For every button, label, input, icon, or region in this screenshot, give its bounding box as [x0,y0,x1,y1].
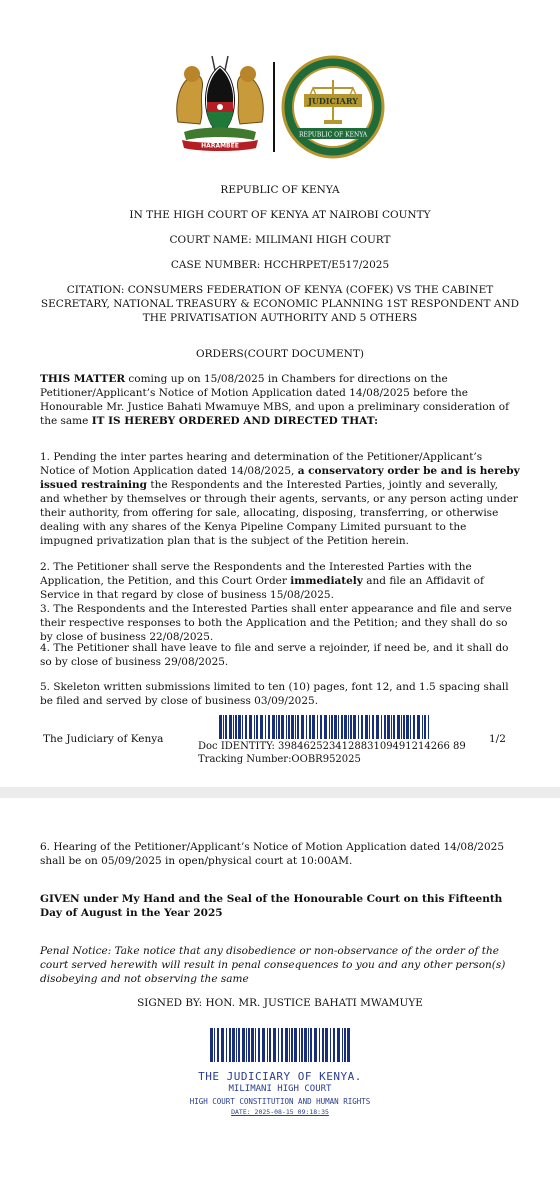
barcode-bar [319,1028,320,1062]
barcode-bar [422,715,423,739]
barcode-bar [291,1028,293,1062]
barcode-bar [288,715,290,739]
barcode-bar [320,715,322,739]
barcode-bar [342,1028,343,1062]
barcode-bar [246,1028,247,1062]
order-1 [40,450,520,548]
barcode-bar [297,715,299,739]
barcode-bar [281,715,284,739]
barcode-bar [226,1028,227,1062]
barcode-bar [236,1028,237,1062]
barcode-bar [417,715,420,739]
order-2-text-a: 2. The Petitioner shall serve the Respondents and the Interested Parties with the Application, the Petition, and this Court Order [40,561,472,587]
logo-divider [273,62,275,152]
barcode-bar [245,715,247,739]
coat-of-arms-icon [170,52,270,156]
order-3: 3. The Respondents and the Interested Parties shall enter appearance and file and serve their respective responses to both the Application and the Petition; and they shall do so by close of business 22/08/2025. [40,603,512,643]
barcode-bar [301,715,304,739]
barcode-bar [387,715,390,739]
given-under-hand: GIVEN under My Hand and the Seal of the Honourable Court on this Fifteenth Day of August in the Year 2025 [40,893,503,919]
barcode-bar [260,715,263,739]
barcode-bar [286,715,287,739]
order-6: 6. Hearing of the Petitioner/Applicant’s Notice of Motion Application dated 14/08/2025 shall be on 05/09/2025 in open/physical court at 10:00AM. [40,841,505,867]
barcode-bar [348,715,349,739]
barcode-bar [391,715,392,739]
barcode-bar [344,715,347,739]
barcode-bar [299,1028,300,1062]
barcode-bar [269,1028,271,1062]
barcode-bar [268,715,270,739]
stamp-line-1: THE JUDICIARY OF KENYA. [198,1070,362,1083]
barcode-bar [413,715,415,739]
header-emblems [0,52,560,162]
barcode-bar [337,1028,340,1062]
barcode-bar [229,1028,231,1062]
barcode-bar [338,715,339,739]
barcode-bar [406,715,409,739]
seal-bottom-label: REPUBLIC OF KENYA [298,131,368,139]
barcode-bar [265,715,266,739]
barcode-bar [306,715,307,739]
order-1-text-a: 1. Pending the inter partes hearing and determination of the Petitioner/Applicant’s Notice of Motion Application dated 14/08/2025, [40,451,483,477]
barcode-bar [376,715,379,739]
barcode-bar [254,715,255,739]
barcode-bar [278,1028,279,1062]
barcode-bar [361,715,363,739]
barcode-bar [401,715,402,739]
intro-lead: THIS MATTER [40,373,126,385]
republic-heading: REPUBLIC OF KENYA [220,184,340,196]
barcode-bar [235,715,237,739]
order-1-emphasis: a conservatory order be and is hereby issued restraining [40,465,520,491]
barcode-bar [276,715,277,739]
court-heading: IN THE HIGH COURT OF KENYA AT NAIROBI COUNTY [129,209,431,221]
signed-by: SIGNED BY: HON. MR. JUSTICE BAHATI MWAMUYE [137,997,423,1009]
penal-notice: Penal Notice: Take notice that any disobedience or non-observance of the order of the court served herewith will result in penal consequences to you and any other person(s) disobeying and not observing the same [40,945,506,985]
barcode-bar [281,1028,283,1062]
barcode-bar [225,715,227,739]
barcode-bar [317,715,318,739]
barcode-bar [232,1028,235,1062]
barcode-bar [248,1028,250,1062]
barcode-bar [353,715,356,739]
barcode-bar [273,1028,276,1062]
barcode-bar [393,715,395,739]
stamp-date: DATE: 2025-08-15 09:18:35 [231,1108,329,1116]
barcode-bar [262,1028,265,1062]
barcode-bar [330,1028,331,1062]
case-number: CASE NUMBER: HCCHRPET/E517/2025 [170,259,390,271]
case-citation: CITATION: CONSUMERS FEDERATION OF KENYA (COFEK) VS THE CABINET SECRETARY, NATIONAL TREASURY & ECONOMIC PLANNING 1ST RESPONDENT AND THE PRIVATISATION AUTHORITY AND 5 OTHERS [40,284,520,324]
barcode-bar [294,1028,297,1062]
barcode-bar [365,715,368,739]
barcode-bar [242,715,243,739]
barcode-bar [310,1028,312,1062]
barcode-bar [238,1028,240,1062]
barcode-bar [217,1028,219,1062]
barcode-bar [325,1028,328,1062]
barcode-bar [347,1028,350,1062]
barcode-bar [309,715,311,739]
barcode-bar [272,715,275,739]
barcode-icon [210,1028,350,1062]
barcode-bar [369,715,370,739]
barcode-bar [324,715,327,739]
order-2-emphasis: immediately [290,575,363,587]
page-number: 1/2 [489,733,506,745]
seal-top-label: JUDICIARY [308,96,358,106]
arms-motto: HARAMBEE [201,142,239,150]
barcode-icon [219,715,429,739]
barcode-bar [242,1028,245,1062]
barcode-bar [403,715,405,739]
barcode-bar [210,1028,213,1062]
barcode-bar [285,1028,288,1062]
barcode-bar [258,1028,260,1062]
page-separator [0,787,560,798]
barcode-bar [424,715,426,739]
barcode-bar [295,715,296,739]
footer-issuer: The Judiciary of Kenya [43,733,164,745]
judiciary-seal-icon [280,54,386,160]
barcode-bar [289,1028,290,1062]
barcode-bar [384,715,386,739]
barcode-bar [358,715,359,739]
barcode-bar [312,715,315,739]
stamp-line-3: HIGH COURT CONSTITUTION AND HUMAN RIGHTS [189,1097,371,1106]
barcode-bar [308,1028,309,1062]
barcode-bar [372,715,374,739]
barcode-bar [381,715,382,739]
document-type: ORDERS(COURT DOCUMENT) [196,348,364,360]
barcode-bar [214,1028,215,1062]
barcode-bar [229,715,232,739]
barcode-bar [221,1028,224,1062]
barcode-bar [350,715,352,739]
order-4: 4. The Petitioner shall have leave to file and serve a rejoinder, if need be, and it shall do so by close of business 29/08/2025. [40,642,509,668]
barcode-bar [301,1028,303,1062]
barcode-bar [334,715,337,739]
barcode-bar [344,1028,346,1062]
barcode-bar [291,715,294,739]
barcode-bar [219,715,222,739]
barcode-bar [314,1028,317,1062]
doc-identity: Doc IDENTITY: 398462523412883109491214266 89 Tracking Number:OOBR952025 [198,741,466,765]
barcode-bar [233,715,234,739]
order-2-text-b: and file an Affidavit of Service in that regard by close of business 15/08/2025. [40,575,484,601]
barcode-bar [238,715,241,739]
barcode-bar [249,715,252,739]
barcode-bar [255,1028,256,1062]
barcode-bar [410,715,411,739]
barcode-bar [329,715,330,739]
barcode-bar [304,1028,307,1062]
stamp-line-2: MILIMANI HIGH COURT [228,1084,332,1094]
order-2 [40,560,520,602]
barcode-bar [331,715,333,739]
barcode-bar [397,715,400,739]
barcode-bar [341,715,343,739]
barcode-bar [251,1028,254,1062]
order-1-text-b: the Respondents and the Interested Parties, jointly and severally, and whether by themselves or through their agents, servants, or any person acting under their authority, from offering for sale, allocating, disposing, transferring, or otherwise dealing with any shares of the Kenya Pipeline Company Limited pursuant to the impugned privatization plan that is the subject of the Petition herein. [40,479,518,547]
intro-emphasis: IT IS HEREBY ORDERED AND DIRECTED THAT: [91,415,379,427]
barcode-bar [333,1028,335,1062]
barcode-bar [428,715,429,739]
court-name: COURT NAME: MILIMANI HIGH COURT [169,234,391,246]
barcode-bar [322,1028,324,1062]
barcode-bar [278,715,280,739]
intro-paragraph [40,372,520,428]
order-5: 5. Skeleton written submissions limited to ten (10) pages, font 12, and 1.5 spacing shall be filed and served by close of business 03/09/2025. [40,681,509,707]
intro-body: coming up on 15/08/2025 in Chambers for directions on the Petitioner/Applicant’s Notice of Motion Application dated 14/08/2025 before the Honourable Mr. Justice Bahati Mwamuye MBS, and upon a preliminary consideration of the same [40,373,509,427]
barcode-bar [256,715,258,739]
document-page-2 [0,798,560,1200]
barcode-bar [223,715,224,739]
barcode-bar [267,1028,268,1062]
